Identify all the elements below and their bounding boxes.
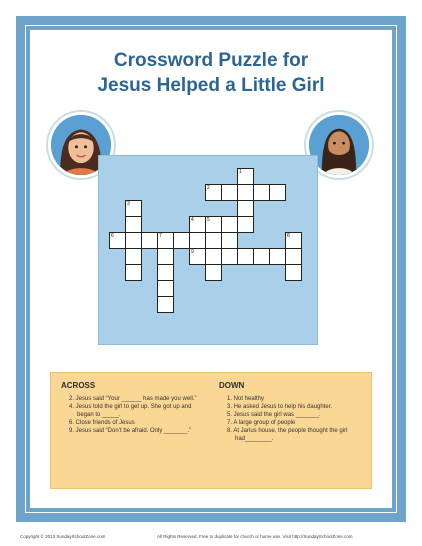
crossword-cell[interactable] [205, 232, 222, 249]
crossword-cell[interactable] [253, 184, 270, 201]
title-line-2: Jesus Helped a Little Girl [97, 75, 325, 96]
clue-across-4: 4. Jesus told the girl to get up. She got up and began to _____. [69, 404, 192, 418]
crossword-cell[interactable] [269, 248, 286, 265]
down-heading: DOWN [219, 381, 245, 390]
crossword-cell[interactable] [221, 232, 238, 249]
clue-across-6: 6. Close friends of Jesus [69, 420, 135, 426]
crossword-cell[interactable] [285, 248, 302, 265]
crossword-cell[interactable] [125, 248, 142, 265]
crossword-cell[interactable] [221, 248, 238, 265]
crossword-grid-background [98, 155, 318, 345]
crossword-cell[interactable] [237, 216, 254, 233]
clue-down-5: 5. Jesus said the girl was _______. [227, 412, 321, 418]
clue-number: 9 [191, 249, 194, 255]
crossword-cell[interactable] [237, 200, 254, 217]
clue-number: 7 [159, 233, 162, 239]
crossword-cell[interactable] [237, 248, 254, 265]
clue-number: 1 [239, 169, 242, 175]
crossword-cell[interactable] [285, 264, 302, 281]
clue-number: 6 [111, 233, 114, 239]
crossword-cell[interactable] [269, 184, 286, 201]
clue-box [50, 372, 372, 489]
crossword-cell[interactable] [157, 248, 174, 265]
clue-across-9: 9. Jesus said “Don’t be afraid. Only _______.” [69, 428, 192, 434]
clue-down-3: 3. He asked Jesus to help his daughter. [227, 404, 333, 410]
crossword-cell[interactable] [237, 184, 254, 201]
clue-number: 4 [191, 217, 194, 223]
clue-number: 2 [207, 185, 210, 191]
crossword-cell[interactable] [205, 248, 222, 265]
crossword-cell[interactable] [173, 232, 190, 249]
title-line-1: Crossword Puzzle for [113, 50, 309, 71]
across-clues [69, 395, 199, 435]
down-clues [227, 395, 367, 443]
crossword-cell[interactable] [157, 296, 174, 313]
clue-number: 5 [207, 217, 210, 223]
crossword-cell[interactable] [141, 232, 158, 249]
crossword-cell[interactable] [125, 232, 142, 249]
footer-rights: All Rights Reserved. Free to duplicate for church or home use. Visit http://SundaySchoolZone.com [157, 534, 353, 539]
crossword-cell[interactable] [221, 216, 238, 233]
footer-copyright: Copyright © 2013 SundaySchoolZone.com [20, 534, 106, 539]
clue-down-7: 7. A large group of people [227, 420, 296, 426]
crossword-cell[interactable] [157, 264, 174, 281]
crossword-cell[interactable] [125, 216, 142, 233]
clue-number: 3 [127, 201, 130, 207]
crossword-cell[interactable] [221, 184, 238, 201]
clue-down-1: 1. Not healthy [227, 396, 265, 402]
clue-across-2: 2. Jesus said “Your ______ has made you well.” [69, 396, 197, 402]
clue-down-8: 8. At Jarius house, the people thought the girl had________. [227, 428, 348, 442]
crossword-cell[interactable] [205, 264, 222, 281]
crossword-cell[interactable] [125, 264, 142, 281]
across-heading: ACROSS [61, 381, 96, 390]
clue-number: 8 [287, 233, 290, 239]
crossword-cell[interactable] [189, 232, 206, 249]
crossword-cell[interactable] [157, 280, 174, 297]
crossword-cell[interactable] [253, 248, 270, 265]
worksheet [30, 30, 392, 508]
